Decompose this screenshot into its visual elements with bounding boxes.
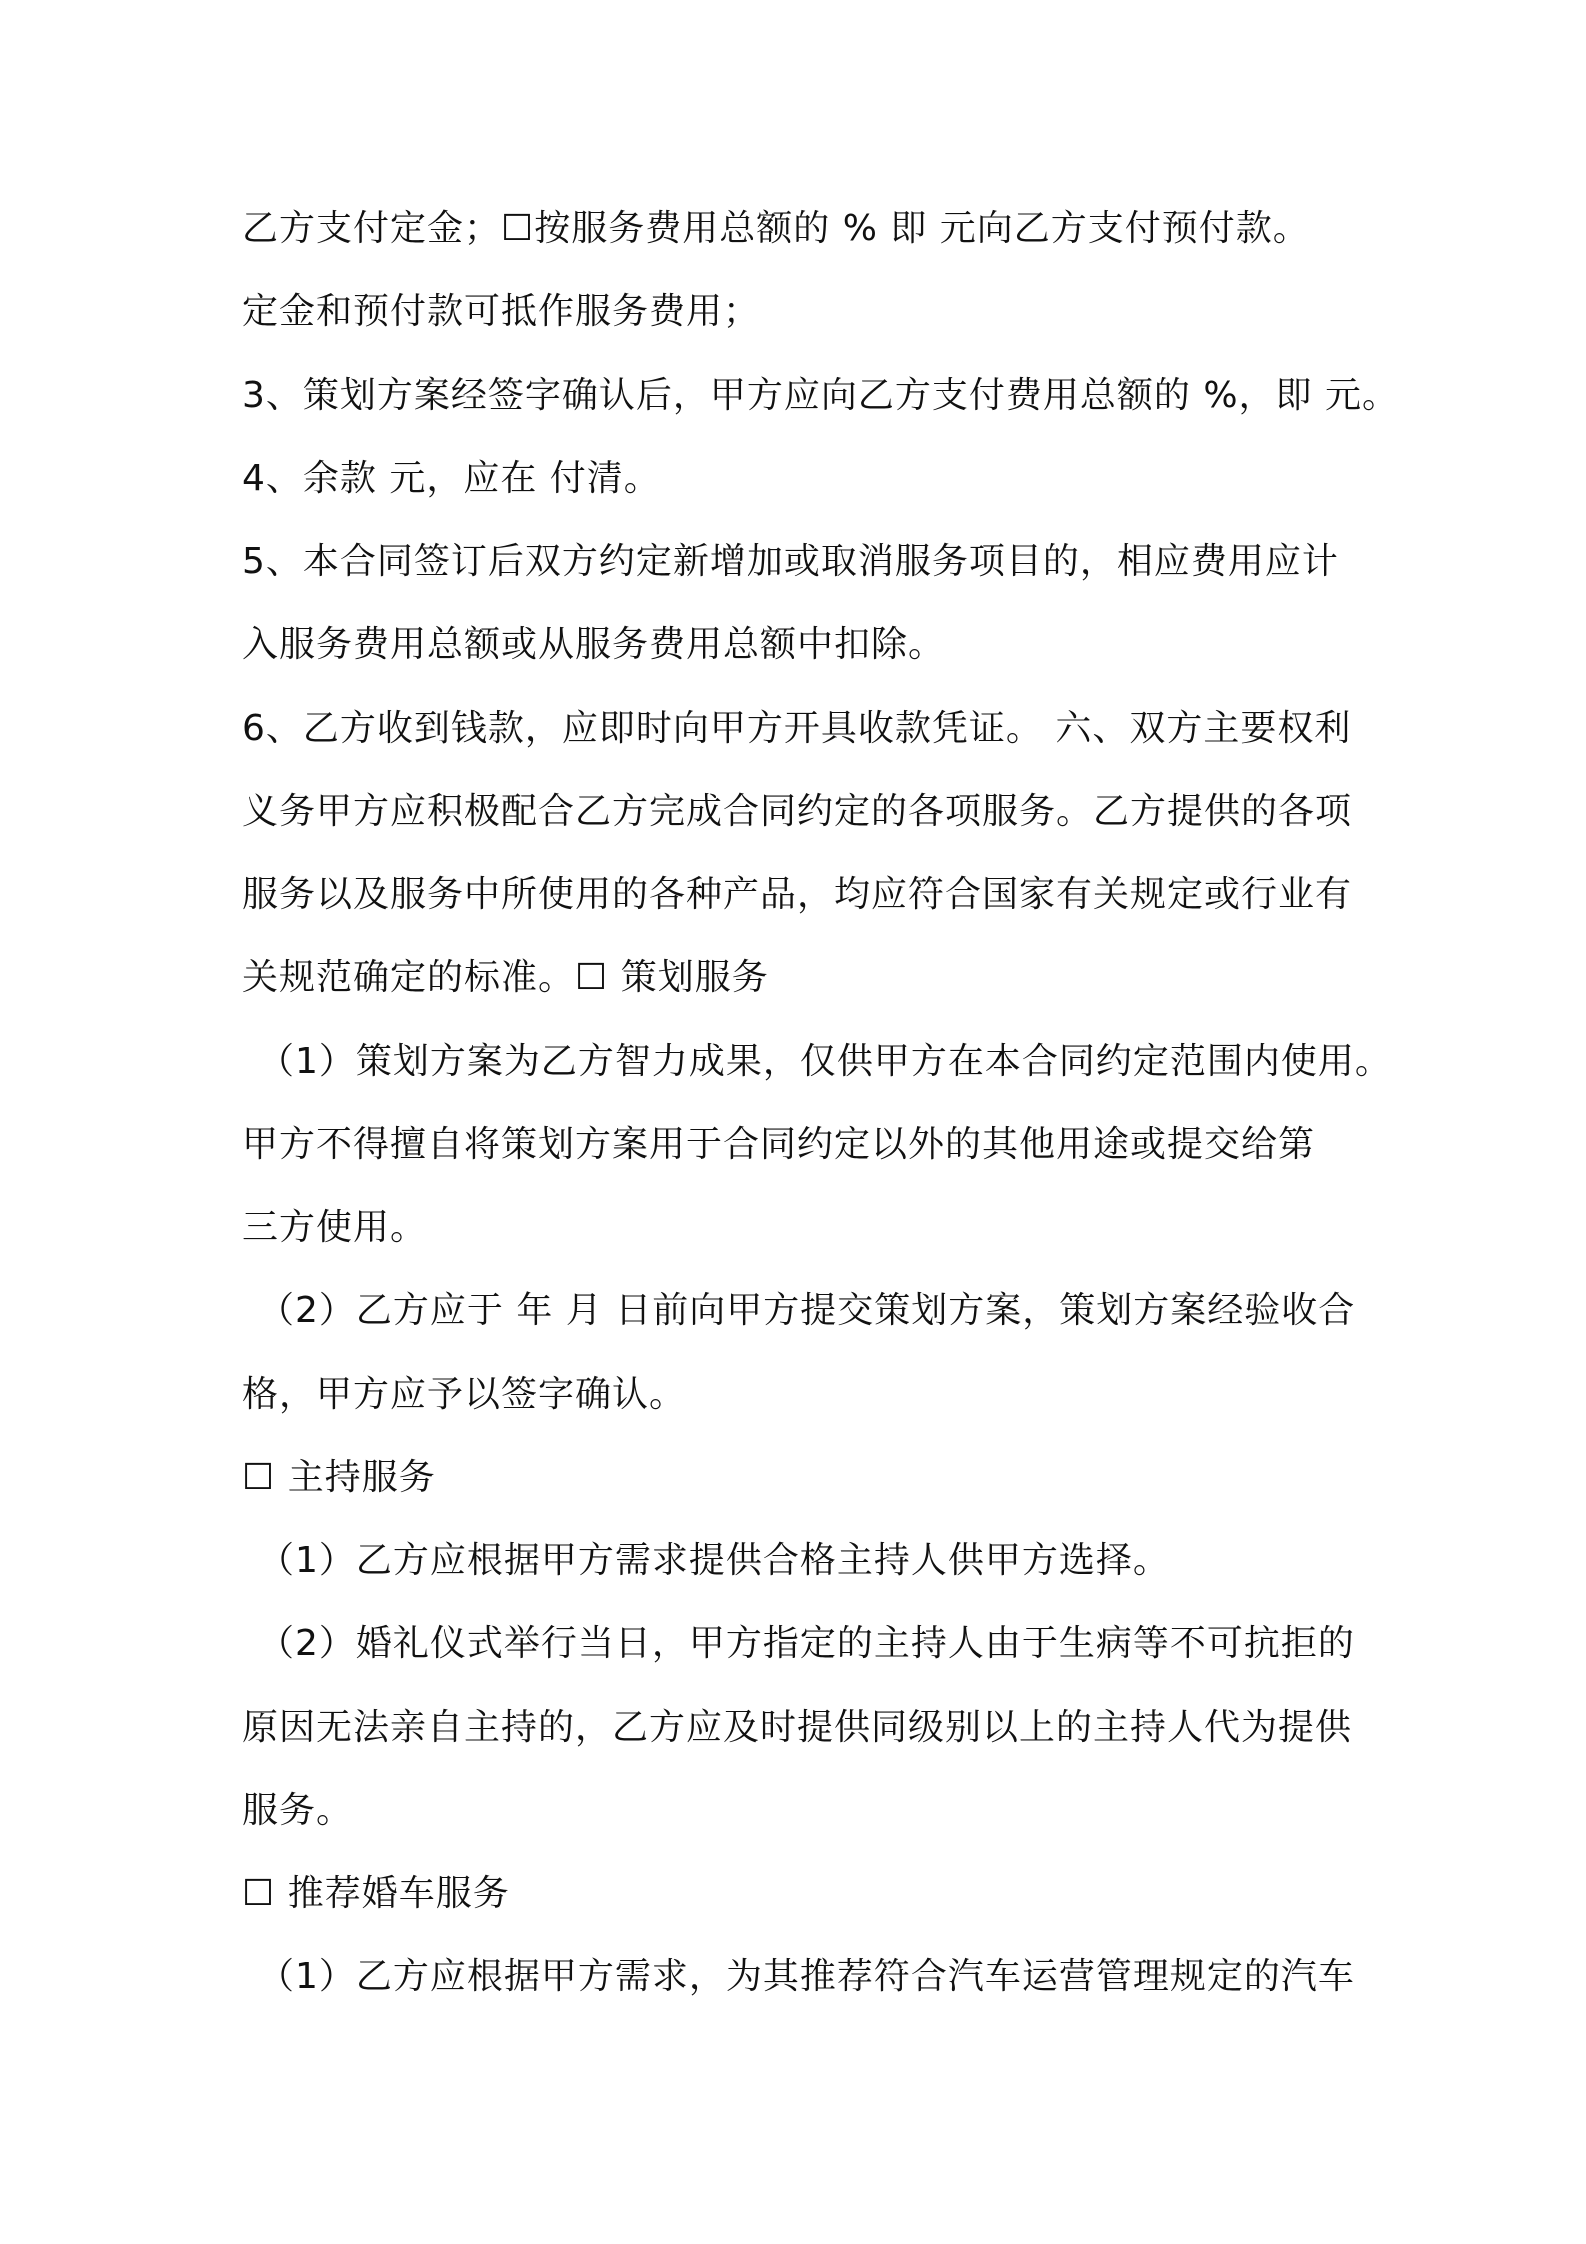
text-line: 三方使用。 (242, 1207, 428, 1248)
text-line: 甲方不得擅自将策划方案用于合同约定以外的其他用途或提交给第 (242, 1124, 1316, 1165)
text-line: （1）乙方应根据甲方需求提供合格主持人供甲方选择。 (258, 1540, 1170, 1581)
text-line: 5、本合同签订后双方约定新增加或取消服务项目的，相应费用应计 (242, 541, 1339, 582)
text-line: ☐ 推荐婚车服务 (242, 1873, 510, 1914)
text-line: （1）乙方应根据甲方需求，为其推荐符合汽车运营管理规定的汽车 (258, 1956, 1355, 1997)
text-line: 义务甲方应积极配合乙方完成合同约定的各项服务。乙方提供的各项 (242, 791, 1353, 832)
text-line: 服务。 (242, 1790, 354, 1831)
text-line: 格，甲方应予以签字确认。 (242, 1374, 687, 1415)
text-line: 定金和预付款可抵作服务费用； (242, 291, 761, 332)
text-line: 原因无法亲自主持的，乙方应及时提供同级别以上的主持人代为提供 (242, 1707, 1353, 1748)
text-line: （2）乙方应于 年 月 日前向甲方提交策划方案，策划方案经验收合 (258, 1290, 1356, 1331)
text-line: 乙方支付定金；☐按服务费用总额的 % 即 元向乙方支付预付款。 (242, 208, 1310, 249)
text-line: 4、余款 元，应在 付清。 (242, 458, 661, 499)
text-line: ☐ 主持服务 (242, 1457, 436, 1498)
text-line: （1）策划方案为乙方智力成果，仅供甲方在本合同约定范围内使用。 (258, 1041, 1392, 1082)
text-line: 3、策划方案经签字确认后，甲方应向乙方支付费用总额的 %，即 元。 (242, 375, 1399, 416)
text-line: 6、乙方收到钱款，应即时向甲方开具收款凭证。 六、双方主要权利 (242, 708, 1352, 749)
text-line: 入服务费用总额或从服务费用总额中扣除。 (242, 624, 946, 665)
text-line: 关规范确定的标准。☐ 策划服务 (242, 957, 769, 998)
text-line: （2）婚礼仪式举行当日，甲方指定的主持人由于生病等不可抗拒的 (258, 1623, 1355, 1664)
text-line: 服务以及服务中所使用的各种产品，均应符合国家有关规定或行业有 (242, 874, 1353, 915)
